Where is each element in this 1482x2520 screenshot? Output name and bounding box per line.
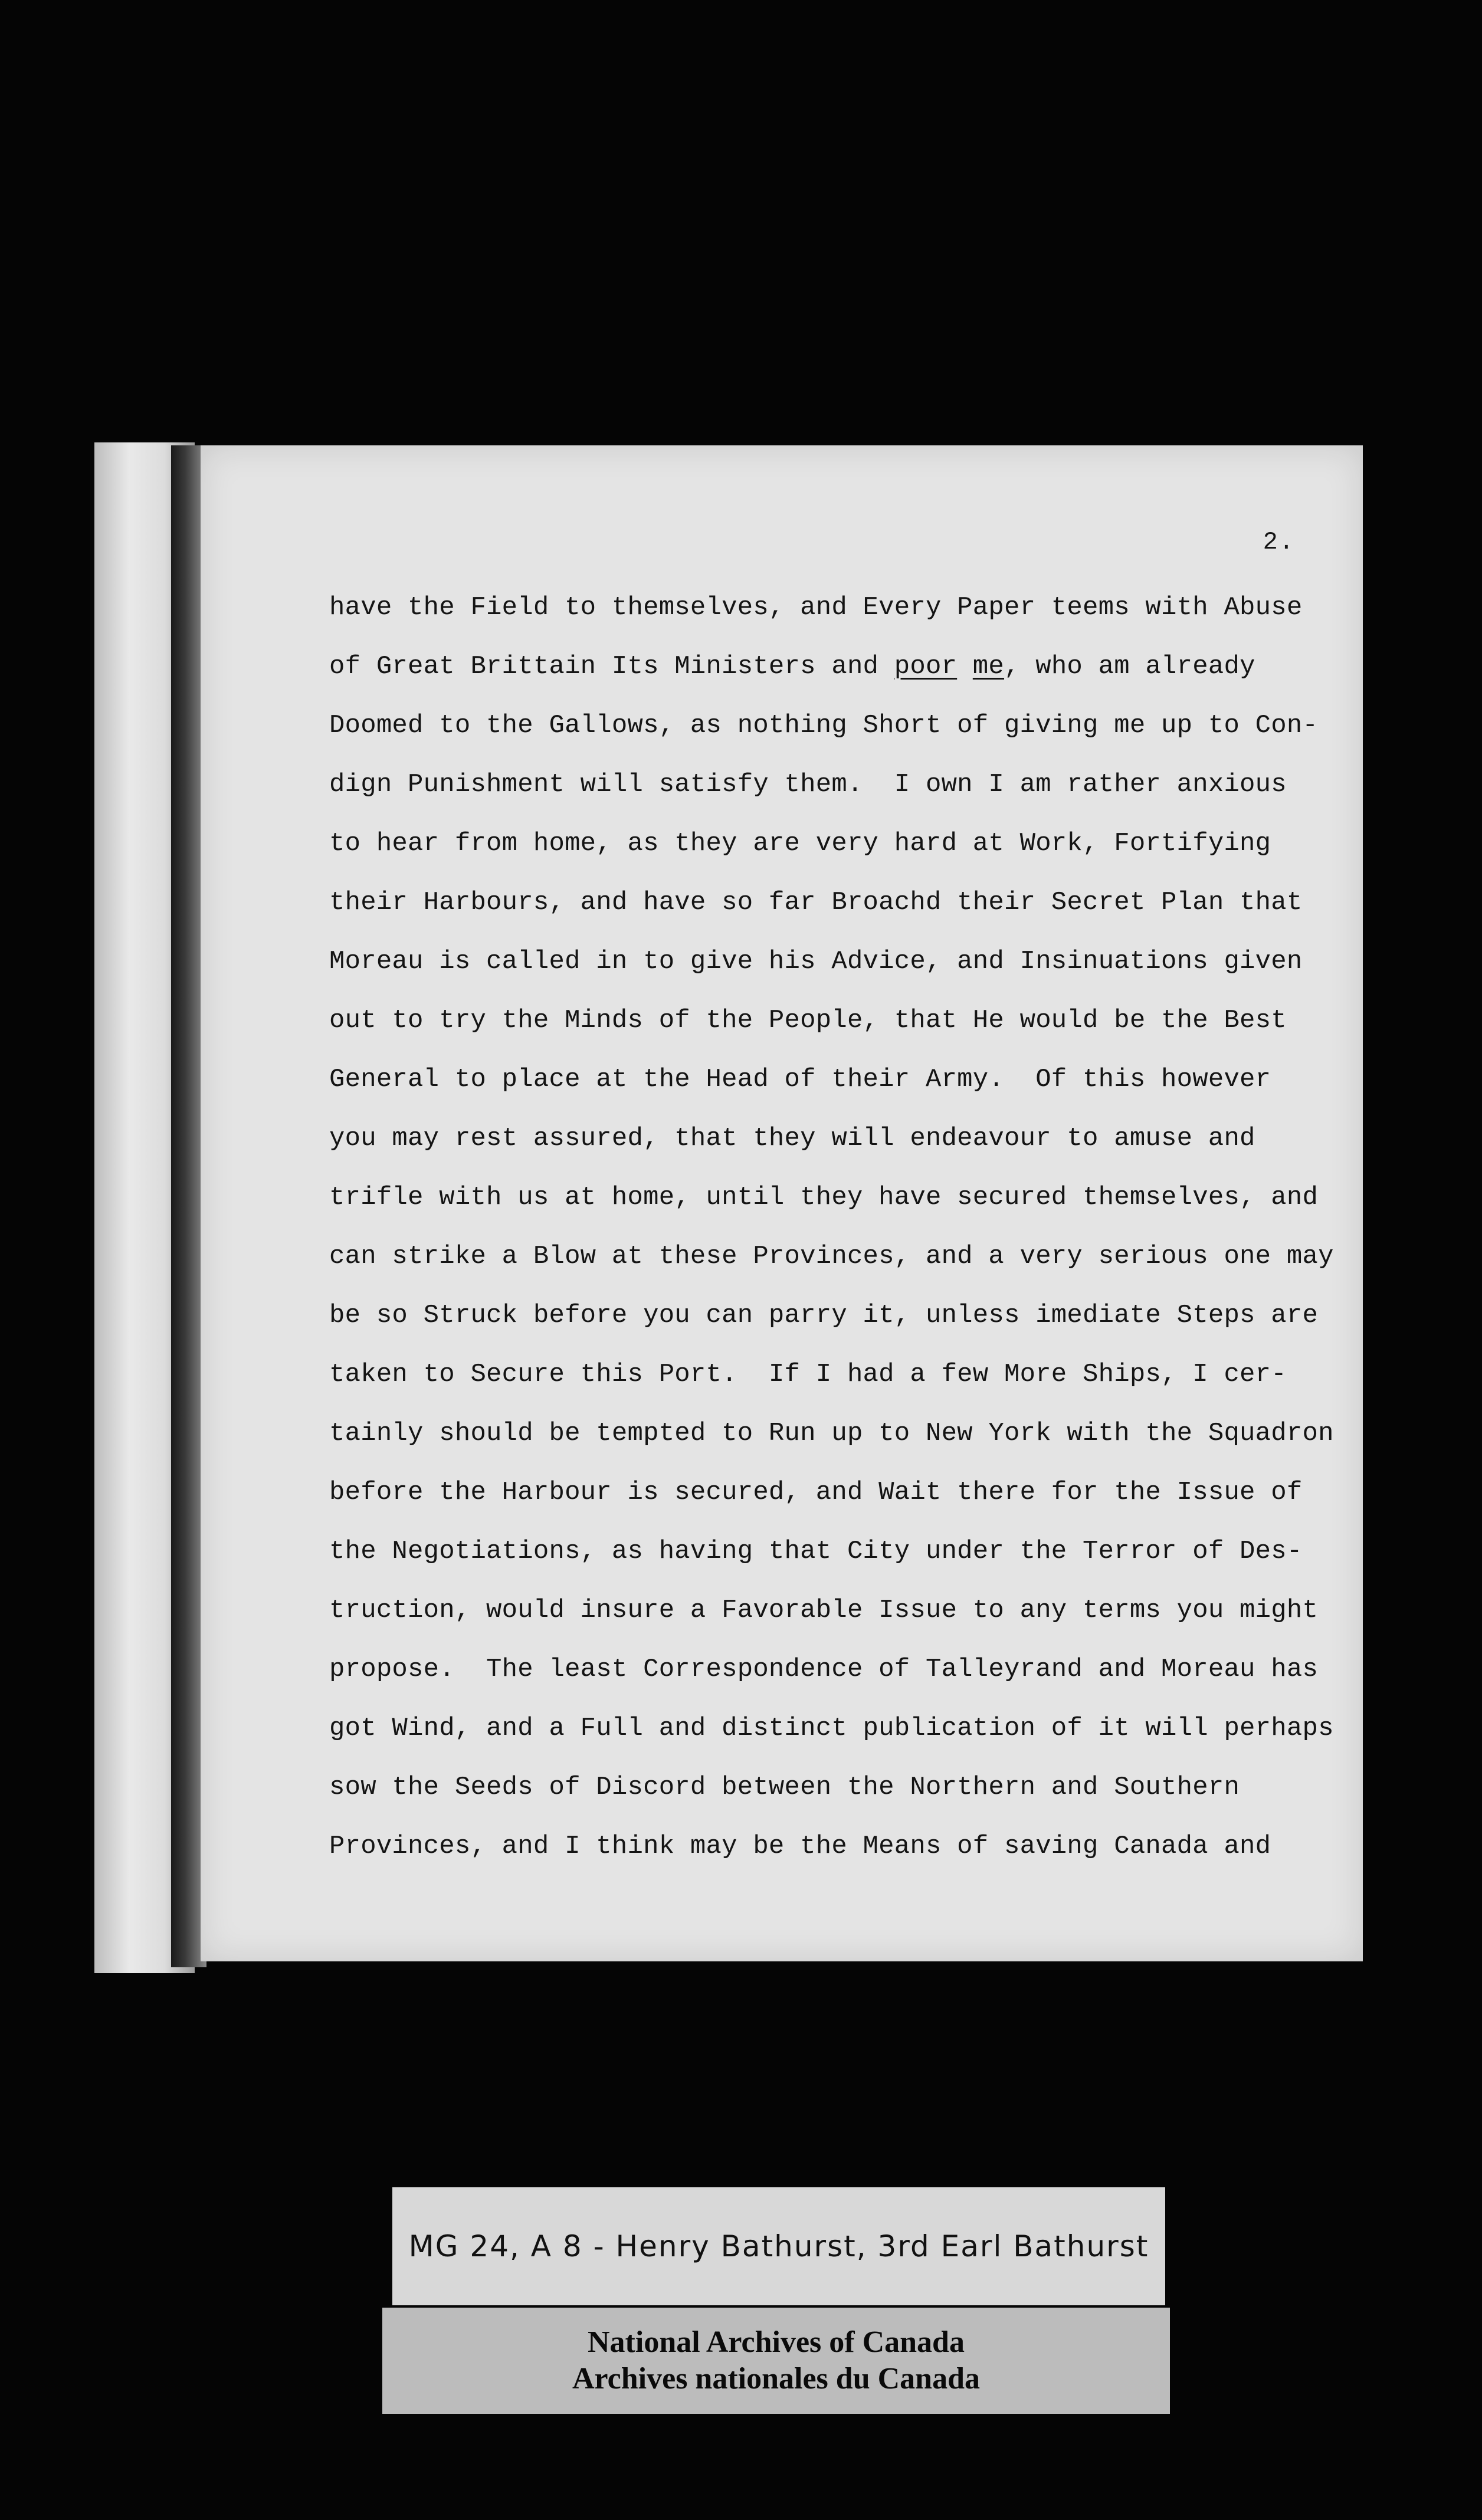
- text-line-14: taken to Secure this Port. If I had a few More Ships, I cer-: [329, 1360, 1287, 1389]
- text-line-4: dign Punishment will satisfy them. I own I am rather anxious: [329, 770, 1287, 799]
- text-line-18: truction, would insure a Favorable Issue to any terms you might: [329, 1596, 1319, 1625]
- institution-name-french: Archives nationales du Canada: [572, 2362, 981, 2396]
- text-line-16: before the Harbour is secured, and Wait there for the Issue of: [329, 1478, 1303, 1507]
- text-line-6: their Harbours, and have so far Broachd their Secret Plan that: [329, 888, 1303, 917]
- text-line-21: sow the Seeds of Discord between the Northern and Southern: [329, 1773, 1240, 1802]
- text-line-11: trifle with us at home, until they have secured themselves, and: [329, 1183, 1319, 1212]
- text-line-2: [329, 637, 1344, 696]
- text-line-1: have the Field to themselves, and Every Paper teems with Abuse: [329, 593, 1303, 622]
- archive-reference-text: MG 24, A 8 - Henry Bathurst, 3rd Earl Bathurst: [408, 2229, 1149, 2263]
- text-line-22: Provinces, and I think may be the Means of saving Canada and: [329, 1832, 1271, 1861]
- text-line-3: Doomed to the Gallows, as nothing Short of giving me up to Con-: [329, 711, 1319, 740]
- underlined-word-poor: poor: [894, 652, 958, 681]
- institution-name-english: National Archives of Canada: [588, 2325, 965, 2359]
- letter-body: [329, 578, 1344, 1876]
- text-line-15: tainly should be tempted to Run up to New York with the Squadron: [329, 1419, 1334, 1448]
- page-number: 2.: [1263, 528, 1295, 556]
- text-line-2-end: , who am already: [1004, 652, 1255, 681]
- text-line-13: be so Struck before you can parry it, unless imediate Steps are: [329, 1301, 1319, 1330]
- text-line-12: can strike a Blow at these Provinces, and a very serious one may: [329, 1242, 1334, 1271]
- archive-institution-label: [382, 2308, 1170, 2414]
- text-line-10: you may rest assured, that they will endeavour to amuse and: [329, 1124, 1255, 1153]
- text-line-7: Moreau is called in to give his Advice, and Insinuations given: [329, 947, 1303, 976]
- text-line-8: out to try the Minds of the People, that He would be the Best: [329, 1006, 1287, 1035]
- text-line-20: got Wind, and a Full and distinct publication of it will perhaps: [329, 1714, 1334, 1743]
- text-line-2-space: [957, 652, 973, 681]
- archive-reference-label: [392, 2187, 1165, 2305]
- text-line-9: General to place at the Head of their Army. Of this however: [329, 1065, 1271, 1094]
- letter-page: [201, 445, 1363, 1961]
- text-line-2-start: of Great Brittain Its Ministers and: [329, 652, 894, 681]
- underlined-word-me: me: [972, 652, 1005, 681]
- text-line-19: propose. The least Correspondence of Talleyrand and Moreau has: [329, 1655, 1319, 1684]
- text-line-5: to hear from home, as they are very hard at Work, Fortifying: [329, 829, 1271, 858]
- text-line-17: the Negotiations, as having that City under the Terror of Des-: [329, 1537, 1303, 1566]
